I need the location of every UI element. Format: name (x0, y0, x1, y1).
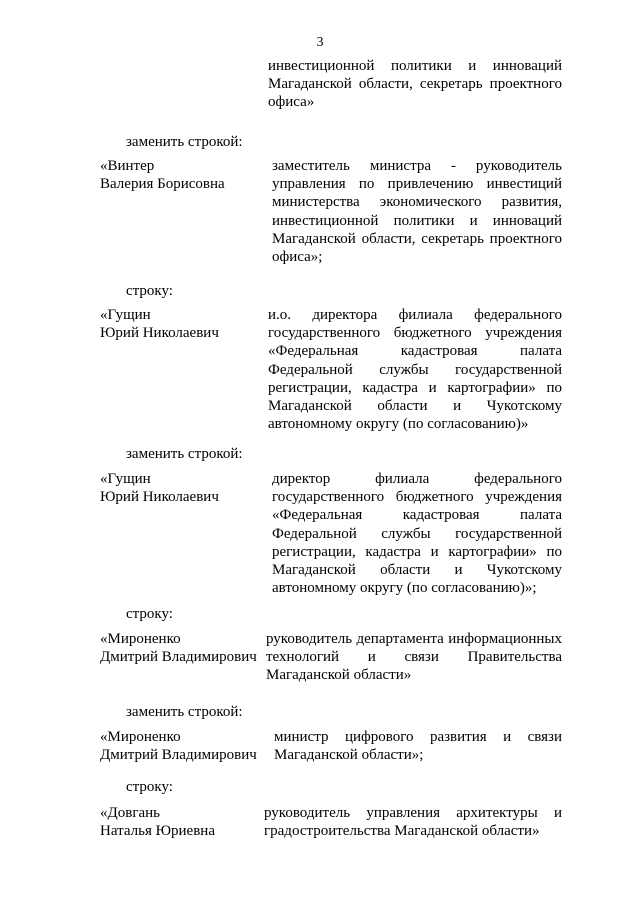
member-position-gushchin-new: директор филиала федерального государственного бюджетного учреждения «Федеральная кадастровая палата Федеральной службы государственной регистрации, кадастра и картографии» по Магаданской области и Чукотскому автономному округу (по согласованию)»; (272, 471, 562, 597)
intro-fragment: инвестиционной политики и инноваций Магаданской области, секретарь проектного офиса» (268, 58, 562, 111)
member-name-mironenko-new (100, 728, 260, 764)
page-number: 3 (316, 35, 324, 50)
member-surname: «Гущин (100, 471, 151, 487)
instruction-row-1: строку: (126, 283, 173, 299)
member-given-names: Дмитрий Владимирович (100, 747, 257, 764)
member-position-gushchin-old: и.о. директора филиала федерального государственного бюджетного учреждения «Федеральная кадастровая палата Федеральной службы государственной регистрации, кадастра и картографии» по Магаданской области и Чукотскому автономному округу (по согласованию)» (268, 307, 562, 433)
instruction-row-2: строку: (126, 606, 173, 622)
member-position-mironenko-new: министр цифрового развития и связи Магаданской области»; (274, 729, 562, 764)
member-name-dovgan-old (100, 804, 260, 840)
member-given-names: Наталья Юриевна (100, 823, 215, 840)
member-name-vinter (100, 157, 260, 193)
member-given-names: Дмитрий Владимирович (100, 649, 257, 666)
instruction-replace-2: заменить строкой: (126, 446, 243, 462)
instruction-replace-1: заменить строкой: (126, 134, 243, 150)
instruction-replace-3: заменить строкой: (126, 704, 243, 720)
member-surname: «Мироненко (100, 729, 181, 745)
member-position-vinter: заместитель министра - руководитель управления по привлечению инвестиций министерства экономического развития, инвестиционной политики и инноваций Магаданской области, секретарь проектного офиса»; (272, 158, 562, 266)
member-given-names: Валерия Борисовна (100, 176, 225, 193)
member-name-gushchin-new (100, 470, 260, 506)
member-position-mironenko-old: руководитель департамента информационных технологий и связи Правительства Магаданской области» (266, 631, 562, 684)
member-given-names: Юрий Николаевич (100, 489, 219, 506)
member-position-dovgan-old: руководитель управления архитектуры и градостроительства Магаданской области» (264, 805, 562, 840)
member-name-gushchin-old (100, 306, 260, 342)
instruction-row-3: строку: (126, 779, 173, 795)
member-surname: «Гущин (100, 307, 151, 323)
member-given-names: Юрий Николаевич (100, 325, 219, 342)
member-surname: «Мироненко (100, 631, 181, 647)
member-name-mironenko-old (100, 630, 260, 666)
member-surname: «Винтер (100, 158, 155, 174)
member-surname: «Довгань (100, 805, 160, 821)
